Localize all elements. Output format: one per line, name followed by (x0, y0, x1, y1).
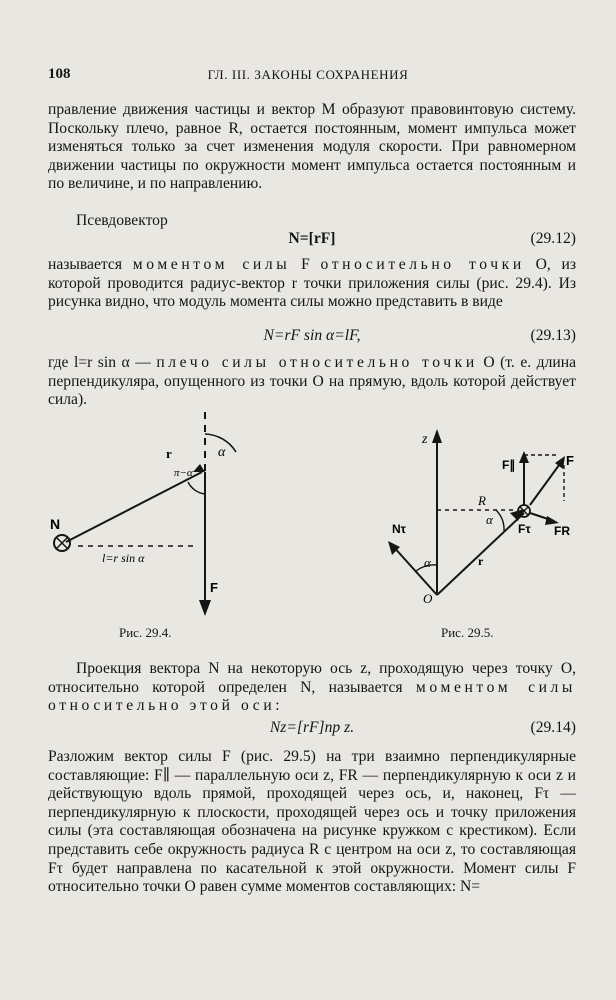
paragraph-3-part-1: называется (48, 256, 133, 273)
figure-29-4-caption: Рис. 29.4. (119, 625, 172, 640)
paragraph-1 (48, 101, 576, 194)
equation-29-12-number: (29.12) (530, 230, 576, 247)
paragraph-2-text: Псевдовектор (76, 212, 168, 229)
term-moment-about-axis: моментом силы относительно этой оси: (48, 678, 577, 715)
term-moment-of-force: моментом силы (132, 256, 291, 273)
label-l: l=r sin α (102, 551, 145, 565)
paragraph-4-part-1: где l=r sin α — (48, 354, 157, 371)
paragraph-6 (48, 748, 576, 897)
page-number: 108 (48, 66, 71, 82)
arrowhead-F-parallel (519, 451, 529, 463)
label-alpha: α (218, 445, 226, 460)
paragraph-3-text (48, 256, 576, 312)
equation-29-13-number: (29.13) (530, 327, 576, 344)
angle-alpha-top-arc (496, 510, 504, 531)
label-N-tau: Nτ (392, 522, 407, 536)
arrowhead-z (432, 429, 442, 443)
vector-N-tau (392, 545, 437, 595)
arrowhead-F (199, 600, 211, 616)
label-F-R: FR (554, 524, 570, 538)
figure-29-5-caption: Рис. 29.5. (441, 625, 494, 640)
angle-pi-minus-alpha-arc (188, 482, 205, 494)
label-z: z (422, 432, 428, 447)
equation-29-14 (48, 718, 576, 740)
equation-29-14-number: (29.14) (530, 719, 576, 736)
equation-29-13-formula: N=rF sin α=lF, (263, 327, 361, 344)
paragraph-4-part-2: O (т. е. длина перпендикуляра, опущенного из точки O на прямую, вдоль которой действует сила). (48, 354, 576, 409)
figure-29-5 (378, 425, 576, 625)
arrowhead-r (193, 464, 205, 472)
radius-vector-r (66, 472, 202, 542)
paragraph-3-part-2: F (290, 256, 321, 273)
paragraph-1-text: правление движения частицы и вектор M образуют правовинтовую систему. Поскольку плечо, равное R, остается постоянным, момент импульса может изменяться только за счет изменения модуля скорости. При равномерном движении частицы по окружности момент импульса остается постоянным и по величине, и по направлению. (48, 101, 576, 193)
term-lever-arm: плечо силы относительно точки (156, 354, 478, 371)
paragraph-3 (48, 256, 576, 312)
vector-F (530, 461, 562, 505)
paragraph-4-text (48, 354, 576, 410)
label-F-parallel: F∥ (502, 458, 516, 472)
paragraph-5-text (48, 660, 576, 716)
equation-29-12 (48, 229, 576, 251)
paragraph-5-part-1: Проекция вектора N на некоторую ось z, проходящую через точку O, относительно которой определен N, называется (48, 660, 576, 696)
term-about-point: относительно точки (320, 256, 525, 273)
label-F: F (566, 453, 574, 468)
label-R: R (478, 493, 486, 508)
running-head: ГЛ. III. ЗАКОНЫ СОХРАНЕНИЯ (207, 67, 409, 82)
label-F-tau: Fτ (518, 522, 531, 536)
page-header (48, 66, 568, 84)
label-O: O (423, 591, 433, 606)
label-r: r (478, 554, 484, 568)
paragraph-5 (48, 660, 576, 716)
label-r: r (166, 446, 172, 461)
paragraph-4 (48, 354, 576, 410)
label-N: N (50, 516, 61, 532)
paragraph-6-text: Разложим вектор силы F (рис. 29.5) на три взаимно перпендикулярные составляющие: F∥ — параллельную оси z, FR — перпендикулярную к оси z и действующую вдоль прямой, проходящей через ось, и, наконец, Fτ — перпендикулярную к плоскости, проходящей через ось и точку приложения силы (эта составляющая обозначена на рисунке кружком с крестиком). Если представить себе окружность радиуса R с центром на оси z, то составляющая Fτ будет направлена по касательной к этой окружности. Момент силы F относительно точки O равен сумме моментов составляющих: N= (48, 748, 576, 896)
paragraph-2 (48, 212, 576, 231)
figure-29-4 (48, 412, 298, 627)
equation-29-13 (48, 326, 576, 348)
label-F: F (210, 580, 218, 595)
equation-29-12-formula: N=[rF] (288, 230, 336, 247)
label-pi-minus-alpha: π−α (174, 467, 193, 479)
label-alpha-top: α (486, 512, 493, 527)
equation-29-14-formula: Nz=[rF]пр z. (269, 719, 355, 736)
label-alpha-low: α (424, 555, 431, 570)
paragraph-3-part-3: O, из которой проводится радиус-вектор r точки приложения силы (рис. 29.4). Из рисунка видно, что модуль момента силы можно представить в виде (48, 256, 576, 311)
